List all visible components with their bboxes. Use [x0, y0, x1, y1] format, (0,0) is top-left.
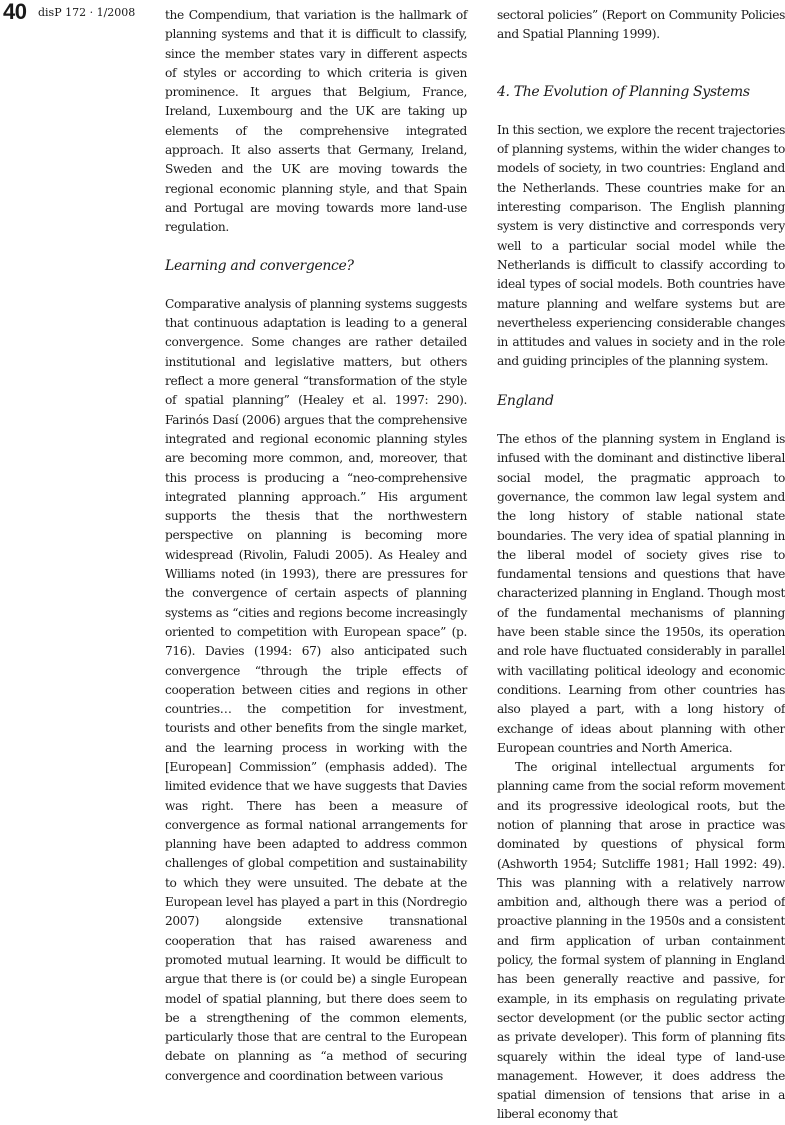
paragraph: The original intellectual arguments for planning came from the social reform movement and its progressive ideological roots, but the notion of planning that arose in practice was dominated by questions of physical form (Ashworth 1954; Sutcliffe 1981; Hall 1992: 49). This was planning with a relatively narrow ambition and, although there was a period of proactive planning in the 1950s and a consistent and firm application of urban containment policy, the formal system of planning in England has been generally reactive and passive, for example, in its emphasis on regulating private sector development (or the public sector acting as private developer). This form of planning fits squarely within the ideal type of land-use management. However, it does address the spatial dimension of tensions that arise in a liberal economy that: [497, 760, 785, 1122]
section-heading: Learning and convergence?: [165, 257, 354, 274]
journal-reference: disP 172 · 1/2008: [38, 6, 136, 19]
paragraph: sectoral policies” (Report on Community Policies and Spatial Planning 1999).: [497, 8, 785, 42]
section-heading: England: [497, 392, 554, 409]
paragraph: In this section, we explore the recent trajectories of planning systems, within the wider changes to models of society, in two countries: England and the Netherlands. These countries make for an interesting comparison. The English planning system is very distinctive and corresponds very well to a particular social model while the Netherlands is difficult to classify according to ideal types of social models. Both countries have mature planning and welfare systems but are nevertheless experiencing considerable changes in attitudes and values in society and in the role and guiding principles of the planning system.: [497, 122, 785, 369]
left-column: [165, 6, 467, 1086]
page-number: 40: [3, 0, 27, 24]
right-column: [497, 6, 785, 1125]
paragraph: The ethos of the planning system in England is infused with the dominant and distinctive liberal social model, the pragmatic approach to governance, the common law legal system and the long history of stable national state boundaries. The very idea of spatial planning in the liberal model of society gives rise to fundamental tensions and questions that have characterized planning in England. Though most of the fundamental mechanisms of planning have been stable since the 1950s, its operation and role have fluctuated considerably in parallel with vacillating political ideology and economic conditions. Learning from other countries has also played a part, with a long history of exchange of ideas about planning with other European countries and North America.: [497, 432, 785, 755]
paragraph: the Compendium, that variation is the hallmark of planning systems and that it is difficult to classify, since the member states vary in different aspects of styles or according to which criteria is given prominence. It argues that Belgium, France, Ireland, Luxembourg and the UK are taking up elements of the comprehensive integrated approach. It also asserts that Germany, Ireland, Sweden and the UK are moving towards the regional economic planning style, and that Spain and Portugal are moving towards more land-use regulation.: [165, 8, 467, 235]
section-heading: 4. The Evolution of Planning Systems: [497, 83, 750, 100]
paragraph: Comparative analysis of planning systems suggests that continuous adaptation is leading to a general convergence. Some changes are rather detailed institutional and legislative matters, but others reflect a more general “transformation of the style of spatial planning” (Healey et al. 1997: 290). Farinós Dasí (2006) argues that the comprehensive integrated and regional economic planning styles are becoming more common, and, moreover, that this process is producing a “neo-comprehensive integrated planning approach.” His argument supports the thesis that the northwestern perspective on planning is becoming more widespread (Rivolin, Faludi 2005). As Healey and Williams noted (in 1993), there are pressures for the convergence of certain aspects of planning systems as “cities and regions become increasingly oriented to competition with European space” (p. 716). Davies (1994: 67) also anticipated such convergence “through the triple effects of cooperation between cities and regions in other countries… the competition for investment, tourists and other benefits from the single market, and the learning process in working with the [European] Commission” (emphasis added). The limited evidence that we have suggests that Davies was right. There has been a measure of convergence as formal national arrangements for planning have been adapted to address common challenges of global competition and sustainability to which they were unsuited. The debate at the European level has played a part in this (Nordregio 2007) alongside extensive transnational cooperation that has raised awareness and promoted mutual learning. It would be difficult to argue that there is (or could be) a single European model of spatial planning, but there does seem to be a strengthening of the common elements, particularly those that are central to the European debate on planning as “a method of securing convergence and coordination between various: [165, 296, 467, 1083]
